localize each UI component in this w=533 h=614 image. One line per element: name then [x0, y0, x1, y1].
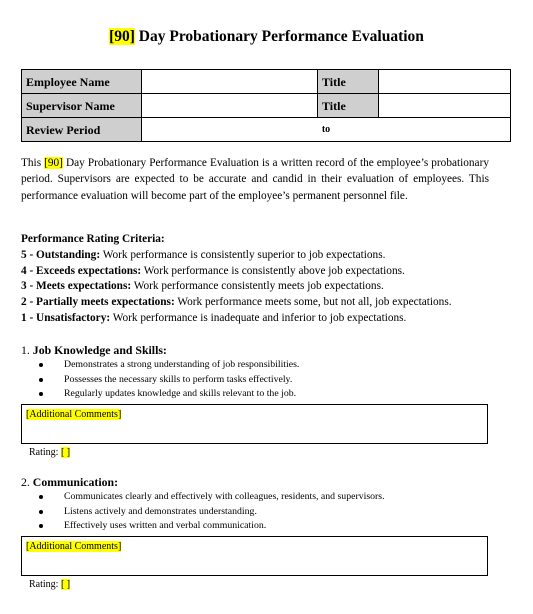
title-days-highlight[interactable]: [90]: [109, 28, 135, 45]
list-item: Possesses the necessary skills to perform tasks effectively.: [64, 373, 491, 388]
employee-name-field[interactable]: [142, 70, 318, 94]
criteria-text: Work performance is consistently superior to job expectations.: [100, 248, 386, 261]
review-period-label: Review Period: [22, 118, 142, 142]
employee-info-table: [21, 69, 511, 142]
employee-title-field[interactable]: [379, 70, 511, 94]
intro-paragraph: [21, 155, 489, 204]
section-number: 2.: [21, 475, 33, 489]
section-title: [21, 474, 491, 490]
rating-label: Rating:: [29, 446, 61, 458]
supervisor-title-label: Title: [318, 94, 379, 118]
criteria-item: [21, 248, 491, 264]
supervisor-name-field[interactable]: [142, 94, 318, 118]
criteria-text: Work performance consistently meets job expectations.: [131, 280, 384, 293]
table-row: [22, 118, 511, 142]
rating-line: [21, 578, 491, 591]
criteria-item: [21, 279, 491, 295]
additional-comments-placeholder[interactable]: [Additional Comments]: [26, 408, 122, 420]
criteria-item: [21, 264, 491, 280]
criteria-heading: Performance Rating Criteria:: [21, 233, 165, 245]
criteria-label: 5 - Outstanding:: [21, 248, 101, 261]
page-title: [0, 27, 533, 47]
criteria-label: 3 - Meets expectations:: [21, 280, 132, 293]
section-bullets: [21, 490, 491, 534]
review-period-field[interactable]: [142, 118, 511, 142]
rating-field[interactable]: [ ]: [60, 578, 71, 590]
rating-line: [21, 446, 491, 459]
intro-text-start: This: [21, 157, 45, 169]
section-heading: Communication:: [32, 475, 118, 489]
list-item: Demonstrates a strong understanding of job responsibilities.: [64, 358, 491, 373]
supervisor-name-label: Supervisor Name: [22, 94, 142, 118]
section-title: [21, 342, 491, 358]
supervisor-title-field[interactable]: [379, 94, 511, 118]
list-item: Regularly updates knowledge and skills relevant to the job.: [64, 387, 491, 402]
list-item: Listens actively and demonstrates understanding.: [64, 505, 491, 520]
criteria-label: 1 - Unsatisfactory:: [21, 311, 111, 324]
rating-field[interactable]: [ ]: [60, 446, 71, 458]
section-heading: Job Knowledge and Skills:: [32, 343, 167, 357]
section-job-knowledge: [21, 342, 491, 459]
rating-label: Rating:: [29, 578, 61, 590]
review-period-separator: to: [321, 123, 331, 135]
title-label: Title: [318, 70, 379, 94]
criteria-text: Work performance meets some, but not all, job expectations.: [174, 296, 452, 309]
criteria-label: 2 - Partially meets expectations:: [21, 296, 175, 309]
table-row: [22, 70, 511, 94]
title-text: Day Probationary Performance Evaluation: [134, 28, 424, 45]
rating-criteria: [21, 232, 491, 327]
intro-days-highlight[interactable]: [90]: [44, 157, 63, 169]
section-communication: [21, 474, 491, 591]
intro-text-rest: Day Probationary Performance Evaluation is a written record of the employee’s probationary period. Supervisors are expected to be accurate and candid in their evaluation of employees. This performance evaluation will become part of the employee’s permanent personnel file.: [21, 157, 489, 202]
criteria-text: Work performance is consistently above job expectations.: [141, 264, 405, 277]
section-bullets: [21, 358, 491, 402]
criteria-text: Work performance is inadequate and inferior to job expectations.: [110, 311, 407, 324]
additional-comments-box[interactable]: [21, 536, 488, 576]
criteria-item: [21, 295, 491, 311]
additional-comments-box[interactable]: [21, 404, 488, 444]
criteria-label: 4 - Exceeds expectations:: [21, 264, 142, 277]
list-item: Communicates clearly and effectively with colleagues, residents, and supervisors.: [64, 490, 491, 505]
section-number: 1.: [21, 343, 33, 357]
criteria-item: [21, 311, 491, 327]
additional-comments-placeholder[interactable]: [Additional Comments]: [26, 540, 122, 552]
list-item: Effectively uses written and verbal communication.: [64, 519, 491, 534]
employee-name-label: Employee Name: [22, 70, 142, 94]
table-row: [22, 94, 511, 118]
